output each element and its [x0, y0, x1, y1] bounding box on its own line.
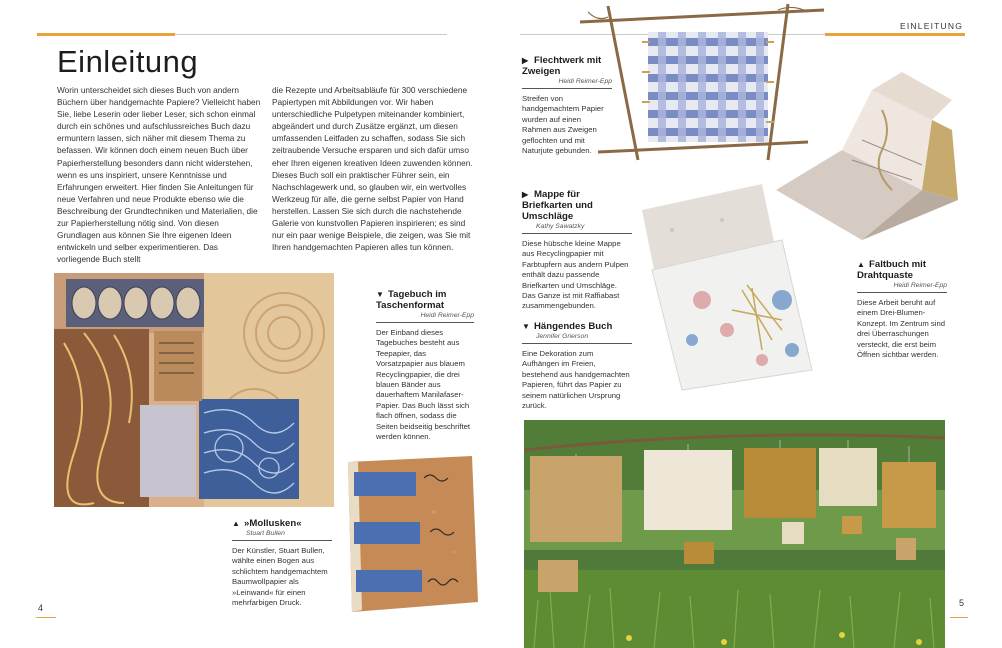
caption-mollusken — [232, 518, 332, 608]
arrow-down-icon: ▼ — [522, 322, 530, 331]
caption-mollusken-title: ▲ »Mollusken« — [232, 518, 302, 529]
caption-mollusken-author: Stuart Bullen — [232, 529, 332, 541]
mappe-image — [632, 180, 832, 400]
caption-faltbuch-title: ▲ Faltbuch mit Drahtquaste — [857, 259, 927, 281]
intro-column-1: Worin unterscheidet sich dieses Buch von andern Büchern über handgemachte Papiere? Vielleicht haben Sie, liebe Leserin oder lieber Leser, sich schon einmal durch ein schönes und aufschlussreiches Buch dazu ermuntern lassen, sich näher mit diesem Thema zu befassen. Wir können doch einem neuen Buch über Papierherstellung besonders dann nicht widerstehen, wenn es uns inspiriert, unsere Kenntnisse und Erfahrungen erweitert. Hier finden Sie Anleitungen für neue Verfahren und neue Produkte ebenso wie die Beschreibung der Grundtechniken und Materialien, die zur Papierherstellung nötig sind. Von diesen Grundlagen aus können Sie Ihre eigenen Ideen entwickeln und selber experimentieren. Das vorliegende Buch stellt — [57, 85, 261, 265]
bottom-rule-right — [950, 617, 968, 618]
page-number-right: 5 — [959, 598, 965, 608]
tagebuch-book-image — [344, 452, 484, 617]
caption-flechtwerk-text: Streifen von handgemachtem Papier wurden auf einen Rahmen aus Zweigen geflochten und mit Naturjute gebunden. — [522, 94, 604, 156]
running-section-label: EINLEITUNG — [900, 21, 964, 31]
top-accent-rule-right — [825, 33, 965, 36]
mollusken-artwork-image — [54, 273, 334, 507]
caption-tagebuch-author: Heidi Reimer-Epp — [376, 311, 474, 323]
caption-haengendes-text: Eine Dekoration zum Aufhängen im Freien, bestehend aus handgemachten Papieren, führt das Papier zu seinem natürlichen Ursprung zurück. — [522, 349, 630, 411]
arrow-right-icon: ▶ — [522, 56, 529, 65]
caption-tagebuch — [376, 289, 474, 442]
caption-flechtwerk — [522, 55, 612, 156]
caption-flechtwerk-title: ▶ Flechtwerk mit Zweigen — [522, 55, 602, 77]
caption-mappe-text: Diese hübsche kleine Mappe aus Recyclingpapier mit Farbtupfern aus andern Pulpen enthält dazu passende Briefkarten und Umschläge. Das Ganze ist mit Raffiabast zusammengebunden. — [522, 239, 629, 311]
top-rule-left — [175, 34, 447, 35]
caption-faltbuch — [857, 259, 947, 360]
caption-haengendes-author: Jennifer Grierson — [522, 332, 632, 344]
caption-mappe — [522, 189, 632, 312]
caption-mollusken-text: Der Künstler, Stuart Bullen, wählte einen Bogen aus schlichtem handgemachtem Baumwollpapier als »Leinwand« für einen mehrfarbigen Druck. — [232, 546, 328, 608]
caption-haengendes-title: ▼ Hängendes Buch — [522, 321, 613, 332]
page-title: Einleitung — [57, 44, 199, 79]
caption-faltbuch-author: Heidi Reimer-Epp — [857, 281, 947, 293]
caption-tagebuch-text: Der Einband dieses Tagebuches besteht aus Teepapier, das Vorsatzpapier aus blauem Recyclingpapier, die drei blauen Bänder aus dauerhaftem Manilafaser-Papier. Das Buch lässt sich flach öffnen, sodass die Seiten beidseitig beschriftet werden können. — [376, 328, 471, 442]
caption-faltbuch-text: Diese Arbeit beruht auf einem Drei-Blumen-Konzept. Im Zentrum sind drei Überraschungen versteckt, die erst beim Öffnen sichtbar werden. — [857, 298, 946, 360]
arrow-up-icon: ▲ — [232, 519, 240, 528]
caption-flechtwerk-author: Heidi Reimer-Epp — [522, 77, 612, 89]
caption-haengendes-buch — [522, 321, 632, 411]
bottom-rule-left — [36, 617, 56, 618]
intro-column-2: die Rezepte und Arbeitsabläufe für 300 verschiedene Papiertypen mit Abbildungen vor. Wir haben unterschiedliche Pulpetypen miteinander kombiniert, abgeändert und durch Zusätze ergänzt, um diesen umfassenden Leitfaden zu schaffen, sodass Sie sich zeitraubende Versuche ersparen und sich dafür umso eher Ihren eigenen kreativen Ideen zuwenden können. Dieses Buch soll ein praktischer Führer sein, ein Nachschlagewerk und, so glauben wir, ein wertvolles Werkzeug für alle, die gerne selbst Papier von Hand herstellen. Lassen Sie sich durch die nachstehende Galerie von kunstvollen Papieren inspirieren; es sind nur ein paar wenige Beispiele, die zeigen, was Sie mit Ihren handgemachten Papieren alles tun können. — [272, 85, 473, 253]
arrow-right-icon: ▶ — [522, 190, 529, 199]
caption-mappe-title: ▶ Mappe für Briefkarten und Umschläge — [522, 189, 593, 222]
arrow-up-icon: ▲ — [857, 260, 865, 269]
page-number-left: 4 — [38, 603, 44, 613]
caption-mappe-author: Kathy Sawatzky — [522, 222, 632, 234]
arrow-down-icon: ▼ — [376, 290, 384, 299]
top-accent-rule-left — [37, 33, 175, 36]
caption-tagebuch-title: ▼ Tagebuch im Taschenformat — [376, 289, 447, 311]
haengendes-buch-photo — [524, 420, 945, 648]
